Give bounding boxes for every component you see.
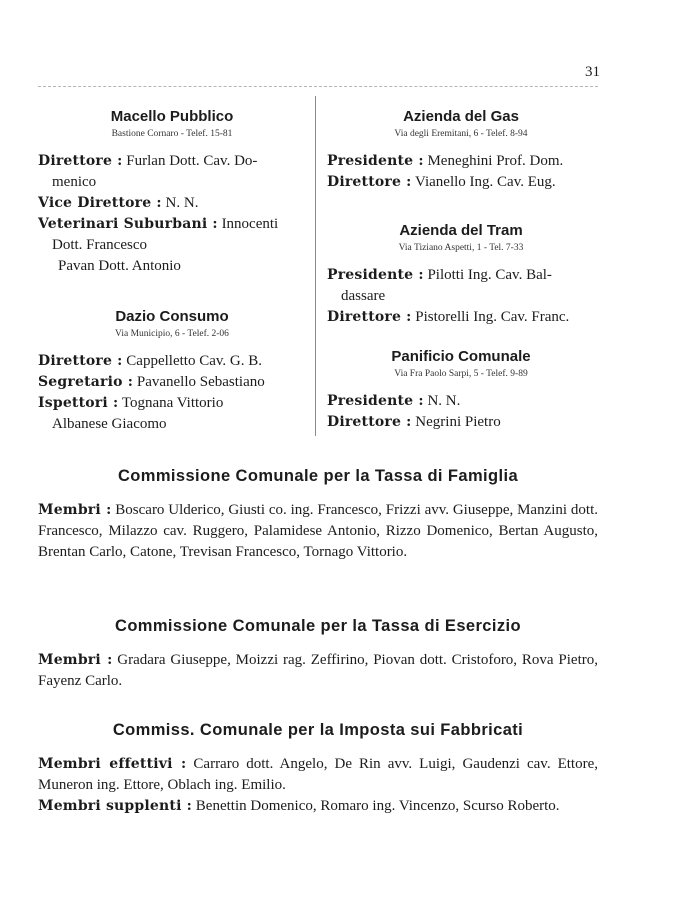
entry-value: Negrini Pietro <box>415 414 501 430</box>
role-label: Veterinari Suburbani : <box>38 216 218 232</box>
commission-body-effettivi <box>38 754 598 796</box>
section-title: Azienda del Gas <box>403 108 519 125</box>
commission-title: Commissione Comunale per la Tassa di Esercizio <box>115 617 521 635</box>
section-address: Via Municipio, 6 - Telef. 2-06 <box>115 329 229 339</box>
right-column-lower <box>327 348 595 433</box>
entry-value: Vianello Ing. Cav. Eug. <box>415 174 556 190</box>
left-column-lower <box>38 308 306 435</box>
entry-vice-direttore <box>38 193 306 214</box>
entry-value: Furlan Dott. Cav. Do- <box>126 153 258 169</box>
entry-direttore <box>38 351 306 372</box>
role-label: Ispettori : <box>38 395 119 411</box>
role-label: Direttore : <box>327 174 412 190</box>
role-label: Membri effettivi : <box>38 756 187 772</box>
section-panificio <box>327 348 595 433</box>
entry-direttore <box>327 307 595 328</box>
section-title: Panificio Comunale <box>391 348 531 365</box>
entry-presidente <box>327 265 595 286</box>
entry-ispettori <box>38 393 306 414</box>
commission-members: Gradara Giuseppe, Moizzi rag. Zeffirino, Piovan dott. Cristoforo, Rova Pietro, Fayenz Carlo. <box>38 652 598 689</box>
role-label: Vice Direttore : <box>38 195 162 211</box>
commission-members: Carraro dott. Angelo, De Rin avv. Luigi, Gaudenzi cav. Ettore, Muneron ing. Ettore, Oblach ing. Emilio. <box>38 756 599 793</box>
entry-value: Tognana Vittorio <box>121 395 224 411</box>
section-dazio <box>38 308 306 435</box>
entry-continuation: dassare <box>341 288 386 304</box>
section-address: Bastione Cornaro - Telef. 15-81 <box>111 129 233 139</box>
entry-continuation: menico <box>52 174 97 190</box>
role-label: Direttore : <box>38 153 123 169</box>
role-label: Membri supplenti : <box>38 798 193 814</box>
entry-continuation: Pavan Dott. Antonio <box>58 258 181 274</box>
section-macello <box>38 108 306 277</box>
commission-title: Commiss. Comunale per la Imposta sui Fabbricati <box>112 721 524 739</box>
role-label: Direttore : <box>38 353 123 369</box>
header-rule <box>38 86 598 87</box>
section-address: Via degli Eremitani, 6 - Telef. 8-94 <box>394 129 528 139</box>
section-title: Dazio Consumo <box>115 308 229 325</box>
entry-direttore <box>327 412 595 433</box>
commission-fabbricati <box>38 720 598 817</box>
commission-body-supplenti <box>38 796 598 817</box>
entry-value: Meneghini Prof. Dom. <box>427 153 564 169</box>
entry-value: N. N. <box>427 393 461 409</box>
commission-famiglia <box>38 466 598 563</box>
section-gas <box>327 108 595 193</box>
section-title: Macello Pubblico <box>110 108 234 125</box>
section-title: Azienda del Tram <box>399 222 523 239</box>
entry-value: Cappelletto Cav. G. B. <box>126 353 262 369</box>
role-label: Direttore : <box>327 309 412 325</box>
commission-title: Commissione Comunale per la Tassa di Famiglia <box>117 467 519 485</box>
entry-direttore <box>38 151 306 172</box>
section-address: Via Fra Paolo Sarpi, 5 - Telef. 9-89 <box>394 369 528 379</box>
section-tram <box>327 222 595 328</box>
entry-value: N. N. <box>165 195 199 211</box>
entry-segretario <box>38 372 306 393</box>
column-divider <box>315 96 316 436</box>
right-column <box>327 108 595 193</box>
role-label: Presidente : <box>327 393 424 409</box>
commission-members: Benettin Domenico, Romaro ing. Vincenzo, Scurso Roberto. <box>195 798 560 814</box>
entry-presidente <box>327 151 595 172</box>
entry-continuation: Albanese Giacomo <box>52 416 167 432</box>
right-column-middle <box>327 222 595 328</box>
commission-members: Boscaro Ulderico, Giusti co. ing. Francesco, Frizzi avv. Giuseppe, Manzini dott. Francesco, Milazzo cav. Ruggero, Palamidese Antonio, Rizzo Domenico, Bertan Augusto, Brentan Carlo, Catone, Trevisan Francesco, Tornago Vittorio. <box>38 502 598 560</box>
role-label: Membri : <box>38 652 113 668</box>
entry-value: Pistorelli Ing. Cav. Franc. <box>415 309 570 325</box>
role-label: Direttore : <box>327 414 412 430</box>
commission-body <box>38 500 598 563</box>
entry-direttore <box>327 172 595 193</box>
entry-presidente <box>327 391 595 412</box>
page-number: 31 <box>585 64 600 80</box>
role-label: Presidente : <box>327 267 424 283</box>
role-label: Segretario : <box>38 374 134 390</box>
left-column <box>38 108 306 277</box>
role-label: Membri : <box>38 502 112 518</box>
commission-esercizio <box>38 616 598 692</box>
entry-continuation: Dott. Francesco <box>52 237 147 253</box>
entry-value: Innocenti <box>221 216 279 232</box>
role-label: Presidente : <box>327 153 424 169</box>
entry-value: Pilotti Ing. Cav. Bal- <box>427 267 552 283</box>
entry-veterinari <box>38 214 306 235</box>
entry-value: Pavanello Sebastiano <box>136 374 265 390</box>
section-address: Via Tiziano Aspetti, 1 - Tel. 7-33 <box>398 243 524 253</box>
commission-body <box>38 650 598 692</box>
